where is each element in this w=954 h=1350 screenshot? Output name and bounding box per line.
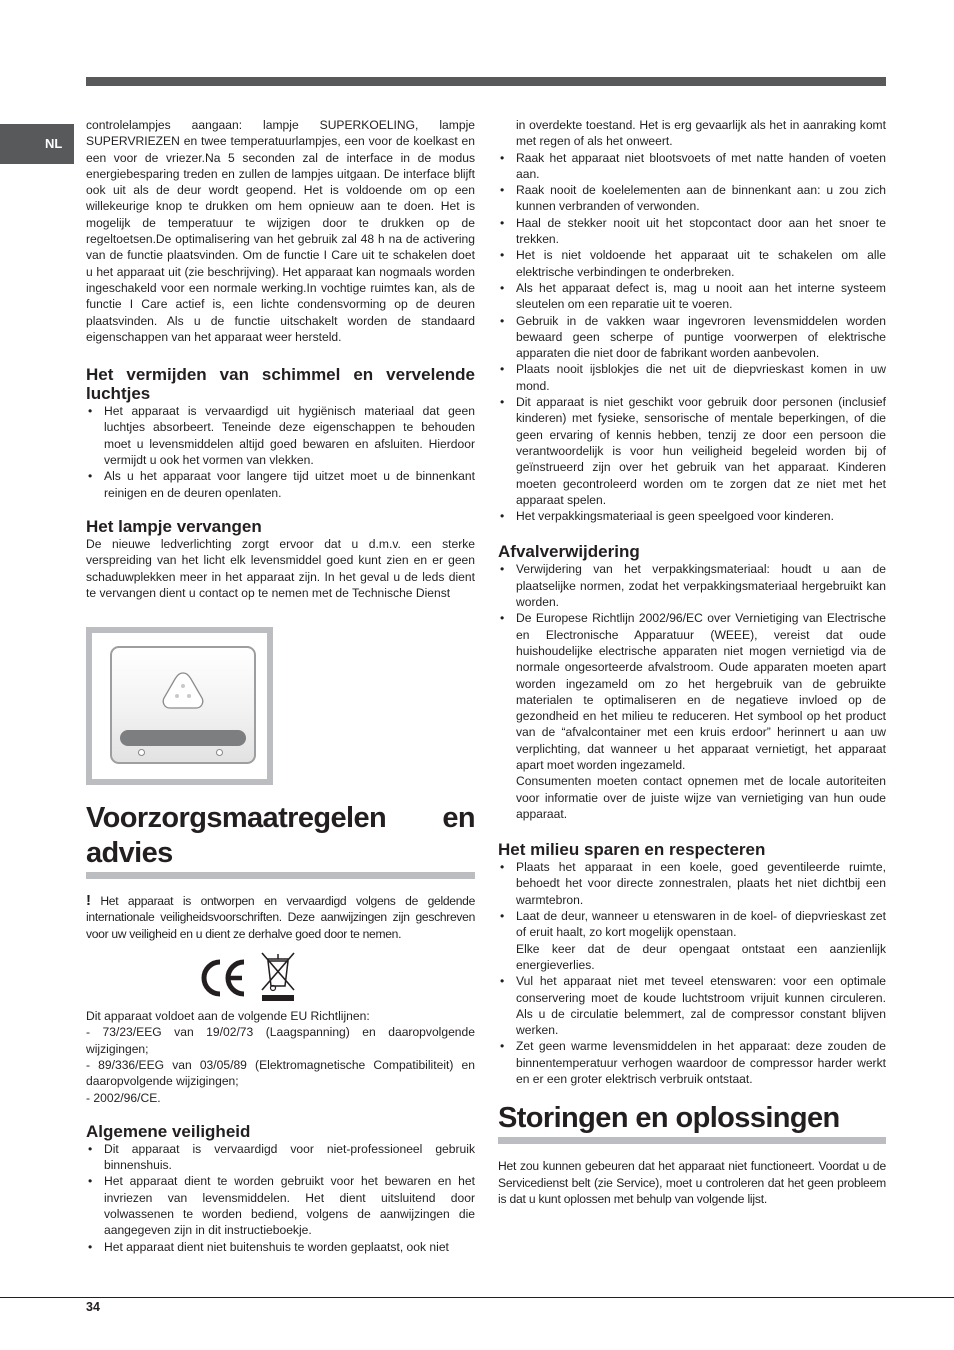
lamp-heading: Het lampje vervangen	[86, 516, 262, 536]
environment-list-2	[498, 973, 886, 1087]
safety-list-continued	[498, 150, 886, 525]
troubleshooting-heading: Storingen en oplossingen	[498, 1101, 886, 1144]
environment-list	[498, 859, 886, 940]
screw-dot	[216, 749, 223, 756]
top-rule	[86, 77, 886, 86]
environment-heading: Het milieu sparen en respecteren	[498, 840, 766, 860]
language-tab	[0, 124, 74, 164]
eu-line: - 73/23/EEG van 19/02/73 (Laagspanning) en daaropvolgende wijzigingen;	[86, 1025, 475, 1056]
list-item: • Zet geen warme levensmiddelen in het apparaat: deze zouden de binnentemperatuur verhogen waardoor de compressor harder werkt en er een groter elektrisch verbruik ontstaat.	[498, 1038, 886, 1087]
list-item: • Als u het apparaat voor langere tijd uitzet moet u de binnenkant reinigen en de deuren openlaten.	[86, 468, 475, 501]
warning-paragraph	[86, 893, 475, 942]
waste-heading: Afvalverwijdering	[498, 542, 640, 562]
led-strip	[120, 730, 246, 746]
list-item: • Haal de stekker nooit uit het stopcontact door aan het snoer te trekken.	[498, 215, 886, 248]
eu-line: - 89/336/EEG van 03/05/89 (Elektromagnetische Compatibiliteit) en daaropvolgende wijzigingen;	[86, 1057, 475, 1089]
safety-heading: Algemene veiligheid	[86, 1121, 251, 1141]
page-number: 34	[86, 1300, 100, 1314]
left-column	[86, 117, 475, 1255]
list-item: • Dit apparaat is vervaardigd voor niet-professioneel gebruik binnenshuis.	[86, 1141, 475, 1174]
list-item: • Het apparaat is vervaardigd uit hygiënisch materiaal dat geen luchtjes absorbeert. Teneinde deze eigenschappen te behouden moet u levensmiddelen altijd goed bewaren en afsluiten. Hierdoor vermijdt u ook het vormen van vlekken.	[86, 403, 475, 468]
right-column	[498, 117, 886, 1207]
ce-weee-symbols	[86, 948, 475, 1008]
list-item: • De Europese Richtlijn 2002/96/EC over Vernietiging van Electrische en Electronische Apparatuur (WEEE), vereist dat oude huishoudelijke electrische apparaten niet mogen vernietigd via de normale ongesorteerde afvalstroom. Oude apparaten moeten apart worden ingezameld om zo het hergebruik van de gebruikte materialen te optimaliseren en de negatieve invloed op de gezondheid en het milieu te reduceren. Het symbool op het product van de “afvalcontainer met een kruis erdoor” herinnert u aan uw verplichting, dat wanneer u het apparaat vernietigt, het apparaat apart moet worden ingezameld.	[498, 610, 886, 773]
list-item: • Als het apparaat defect is, mag u nooit aan het interne systeem sleutelen om een reparatie uit te voeren.	[498, 280, 886, 313]
lamp-paragraph: De nieuwe ledverlichting zorgt ervoor dat u d.m.v. een sterke verspreiding van het licht elk levensmiddel goed kunt zien en er geen schaduwplekken meer in het apparaat zijn. In het geval u de leds dient te vervangen dient u contact op te nemen met de Technische Dienst	[86, 536, 475, 600]
footer-rule	[0, 1297, 954, 1298]
list-item: • Raak het apparaat niet blootsvoets of met natte handen of voeten aan.	[498, 150, 886, 183]
list-item: • Plaats nooit ijsblokjes die net uit de diepvrieskast komen in uw mond.	[498, 361, 886, 394]
screw-dot	[138, 749, 145, 756]
weee-bin-icon	[258, 950, 298, 1002]
environment-note: Elke keer dat de deur opengaat ontstaat een aanzienlijk energieverlies.	[516, 941, 886, 972]
list-item: • Verwijdering van het verpakkingsmateriaal: houdt u aan de plaatselijke normen, zodat het verpakkingsmateriaal hergebruikt kan worden.	[498, 561, 886, 610]
list-item: • Het apparaat dient te worden gebruikt voor het bewaren en het invriezen van levensmiddelen. Het dient uitsluitend door volwassenen te worden bediend, volgens de aanwijzingen die aangegeven zijn in dit instructieboekje.	[86, 1173, 475, 1238]
language-label: NL	[45, 136, 63, 151]
list-item: • Gebruik in de vakken waar ingevroren levensmiddelen worden bewaard geen scherpe of puntige voorwerpen of elektrische apparaten die niet door de fabrikant worden aanbevolen.	[498, 313, 886, 362]
list-item: • Laat de deur, wanneer u etenswaren in de koel- of diepvrieskast zet of eruit haalt, zo kort mogelijk openstaan.	[498, 908, 886, 941]
list-item: • Plaats het apparaat in een koele, goed geventileerde ruimte, behoedt het voor directe zonnestralen, plaats het niet dichtbij een warmtebron.	[498, 859, 886, 908]
list-item: • Het is niet voldoende het apparaat uit te schakelen om alle elektrische verbindingen te onderbreken.	[498, 247, 886, 280]
eu-line: - 2002/96/CE.	[86, 1090, 161, 1105]
list-item: • Het verpakkingsmateriaal is geen speelgoed voor kinderen.	[498, 508, 886, 524]
intro-paragraph: controlelampjes aangaan: lampje SUPERKOELING, lampje SUPERVRIEZEN en twee temperatuurlampjes, een voor de koelkast en een voor de vriezer.Na 5 seconden zal de interface in de modus energiebesparing treden en zullen de lampjes uitgaan. De interface blijft ook uit als de deur wordt geopend. Het is voldoende om op een willekeurige knop te drukken om hem opnieuw aan te doen. Het is mogelijk de temperatuur te wijzigen door te drukken op de regeltoetsen.De optimalisering van het gebruik zal 48 h na de activering van de functie plaatsvinden. Om de functie I Care uit te schakelen doet u het apparaat uit (zie beschrijving). Het apparaat kan nogmaals worden ingeschakeld voor een normale werking.In vochtige ruimtes kan, als de functie I Care actief is, een lichte condensvorming op de deuren plaatsvinden. Als u de functie uitschakelt worden de standaard eigenschappen van het apparaat weer hersteld.	[86, 118, 475, 344]
list-item: • Dit apparaat is niet geschikt voor gebruik door personen (inclusief kinderen) met fysieke, sensorische of mentale beperkingen, of die geen ervaring of kennis hebben, tenzij ze door een persoon die verantwoordelijk is voor hun veiligheid begeleid worden bij of geïnstrueerd zijn over het gebruik van het apparaat. Kinderen moeten gecontroleerd worden om te zorgen dat ze niet met het apparaat spelen.	[498, 394, 886, 508]
list-item: • Raak nooit de koelelementen aan de binnenkant aan: u zou zich kunnen verbranden of verwonden.	[498, 182, 886, 215]
waste-note: Consumenten moeten contact opnemen met de locale autoriteiten voor informatie over de juiste wijze van vernietiging van hun oude apparaat.	[516, 774, 886, 821]
troubleshooting-paragraph: Het zou kunnen gebeuren dat het apparaat niet functioneert. Voordat u de Servicedienst belt (zie Service), moet u controleren dat het geen probleem is dat u kunt oplossen met behulp van volgende lijst.	[498, 1159, 886, 1206]
mold-heading: Het vermijden van schimmel en vervelende luchtjes	[86, 365, 475, 404]
led-cover-icon	[160, 670, 206, 712]
warning-text: Het apparaat is ontworpen en vervaardigd volgens de geldende internationale veiligheidsvoorschriften. Deze aanwijzingen zijn geschreven voor uw veiligheid en u dient ze derhalve goed door te nemen.	[86, 894, 476, 941]
ce-mark-icon	[198, 958, 248, 998]
led-panel-image	[86, 627, 273, 785]
precautions-heading: Voorzorgsmaatregelen en advies	[86, 801, 475, 879]
safety-list	[86, 1141, 475, 1255]
eu-intro: Dit apparaat voldoet aan de volgende EU Richtlijnen:	[86, 1009, 370, 1024]
waste-list	[498, 561, 886, 773]
safety-continued: in overdekte toestand. Het is erg gevaarlijk als het in aanraking komt met regen of als het onweert.	[516, 118, 886, 149]
list-item: • Het apparaat dient niet buitenshuis te worden geplaatst, ook niet	[86, 1239, 475, 1255]
mold-list	[86, 403, 475, 501]
list-item: • Vul het apparaat niet met teveel etenswaren: voor een optimale conservering moet de koude luchtstroom vrijuit kunnen circuleren. Als u de circulatie belemmert, zal de compressor constant blijven werken.	[498, 973, 886, 1038]
warning-mark: !	[86, 892, 91, 910]
